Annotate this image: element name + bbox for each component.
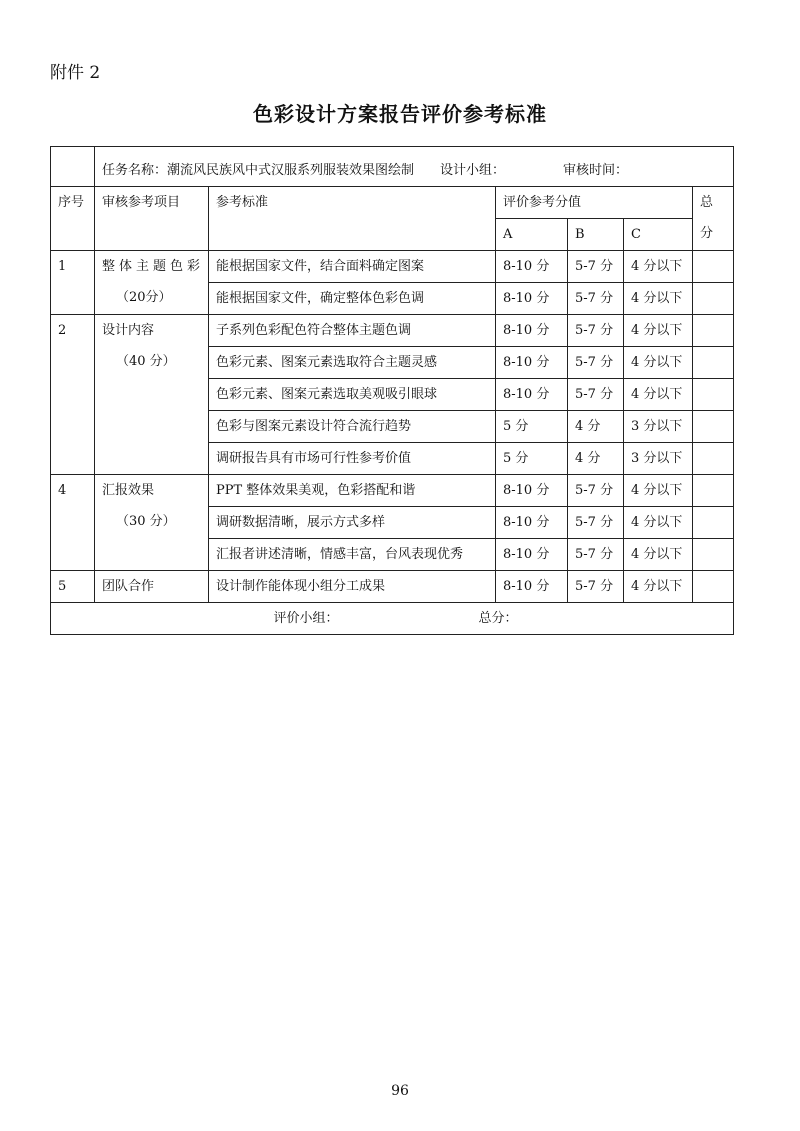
standard-cell: 设计制作能体现小组分工成果 — [209, 571, 496, 603]
score-a-cell: 8-10 分 — [496, 475, 568, 507]
score-c-cell: 4 分以下 — [624, 539, 693, 571]
score-c-cell: 4 分以下 — [624, 571, 693, 603]
review-item-points: （30 分） — [116, 514, 176, 529]
task-info-cell — [95, 147, 734, 187]
review-item-cell — [95, 251, 209, 315]
header-total — [693, 187, 734, 251]
page-number: 96 — [391, 1083, 409, 1099]
row-no-cell: 2 — [51, 315, 95, 475]
score-c-cell: 4 分以下 — [624, 347, 693, 379]
score-c-cell: 4 分以下 — [624, 283, 693, 315]
review-item-label: 设计内容 — [102, 323, 155, 338]
score-b-cell: 5-7 分 — [568, 283, 624, 315]
header-item: 审核参考项目 — [95, 187, 209, 251]
standard-cell: 色彩与图案元素设计符合流行趋势 — [209, 411, 496, 443]
review-item-cell — [95, 315, 209, 475]
score-a-cell: 8-10 分 — [496, 347, 568, 379]
score-b-cell: 5-7 分 — [568, 507, 624, 539]
standard-cell: 色彩元素、图案元素选取符合主题灵感 — [209, 347, 496, 379]
total-score-cell — [693, 571, 734, 603]
row-no-cell: 5 — [51, 571, 95, 603]
total-score-cell — [693, 411, 734, 443]
score-a-cell: 5 分 — [496, 411, 568, 443]
header-row — [51, 187, 734, 219]
evaluation-table — [50, 146, 734, 635]
review-item-points: （20分） — [116, 290, 172, 305]
score-b-cell: 5-7 分 — [568, 379, 624, 411]
review-item-label: 团队合作 — [102, 579, 155, 594]
score-a-cell: 5 分 — [496, 443, 568, 475]
document-title: 色彩设计方案报告评价参考标准 — [253, 102, 547, 126]
review-item-label: 汇报效果 — [102, 483, 155, 498]
standard-cell: 色彩元素、图案元素选取美观吸引眼球 — [209, 379, 496, 411]
header-c: C — [624, 219, 693, 251]
header-b: B — [568, 219, 624, 251]
header-score: 评价参考分值 — [496, 187, 693, 219]
total-score-cell — [693, 283, 734, 315]
standard-cell: 汇报者讲述清晰，情感丰富，台风表现优秀 — [209, 539, 496, 571]
header-total-top: 总 — [700, 195, 714, 210]
footer-cell — [51, 603, 734, 635]
score-c-cell: 3 分以下 — [624, 443, 693, 475]
score-b-cell: 5-7 分 — [568, 315, 624, 347]
standard-cell: 能根据国家文件，结合面料确定图案 — [209, 251, 496, 283]
score-a-cell: 8-10 分 — [496, 507, 568, 539]
total-score-cell — [693, 347, 734, 379]
table-row — [51, 475, 734, 507]
score-c-cell: 3 分以下 — [624, 411, 693, 443]
score-a-cell: 8-10 分 — [496, 539, 568, 571]
header-standard: 参考标准 — [209, 187, 496, 251]
header-a: A — [496, 219, 568, 251]
score-c-cell: 4 分以下 — [624, 507, 693, 539]
standard-cell: 能根据国家文件，确定整体色彩色调 — [209, 283, 496, 315]
score-a-cell: 8-10 分 — [496, 379, 568, 411]
standard-cell: 子系列色彩配色符合整体主题色调 — [209, 315, 496, 347]
total-score-label: 总分： — [478, 611, 518, 626]
row-no-cell: 4 — [51, 475, 95, 571]
header-no: 序号 — [51, 187, 95, 251]
standard-cell: PPT 整体效果美观，色彩搭配和谐 — [209, 475, 496, 507]
task-info-row — [51, 147, 734, 187]
table-row — [51, 315, 734, 347]
total-score-cell — [693, 315, 734, 347]
score-c-cell: 4 分以下 — [624, 379, 693, 411]
score-a-cell: 8-10 分 — [496, 571, 568, 603]
total-score-cell — [693, 379, 734, 411]
task-name: 任务名称：潮流风民族风中式汉服系列服装效果图绘制 — [102, 163, 415, 178]
design-group-label: 设计小组： — [440, 163, 506, 178]
review-item-label: 整体主题色彩 — [102, 259, 205, 274]
total-score-cell — [693, 251, 734, 283]
total-score-cell — [693, 539, 734, 571]
review-item-points: （40 分） — [116, 354, 176, 369]
score-c-cell: 4 分以下 — [624, 251, 693, 283]
footer-row — [51, 603, 734, 635]
score-b-cell: 5-7 分 — [568, 571, 624, 603]
header-total-bottom: 分 — [700, 226, 714, 241]
score-b-cell: 4 分 — [568, 411, 624, 443]
score-b-cell: 5-7 分 — [568, 251, 624, 283]
score-c-cell: 4 分以下 — [624, 475, 693, 507]
score-b-cell: 5-7 分 — [568, 539, 624, 571]
table-row — [51, 251, 734, 283]
score-a-cell: 8-10 分 — [496, 283, 568, 315]
total-score-cell — [693, 507, 734, 539]
task-info-blank-cell — [51, 147, 95, 187]
evaluation-group-label: 评价小组： — [273, 611, 339, 626]
review-item-cell — [95, 475, 209, 571]
review-item-cell — [95, 571, 209, 603]
score-a-cell: 8-10 分 — [496, 251, 568, 283]
standard-cell: 调研数据清晰，展示方式多样 — [209, 507, 496, 539]
score-a-cell: 8-10 分 — [496, 315, 568, 347]
row-no-cell: 1 — [51, 251, 95, 315]
score-b-cell: 4 分 — [568, 443, 624, 475]
score-c-cell: 4 分以下 — [624, 315, 693, 347]
score-b-cell: 5-7 分 — [568, 347, 624, 379]
total-score-cell — [693, 475, 734, 507]
score-b-cell: 5-7 分 — [568, 475, 624, 507]
review-time-label: 审核时间： — [563, 163, 629, 178]
table-row — [51, 571, 734, 603]
standard-cell: 调研报告具有市场可行性参考价值 — [209, 443, 496, 475]
attachment-label: 附件 2 — [50, 63, 101, 83]
total-score-cell — [693, 443, 734, 475]
